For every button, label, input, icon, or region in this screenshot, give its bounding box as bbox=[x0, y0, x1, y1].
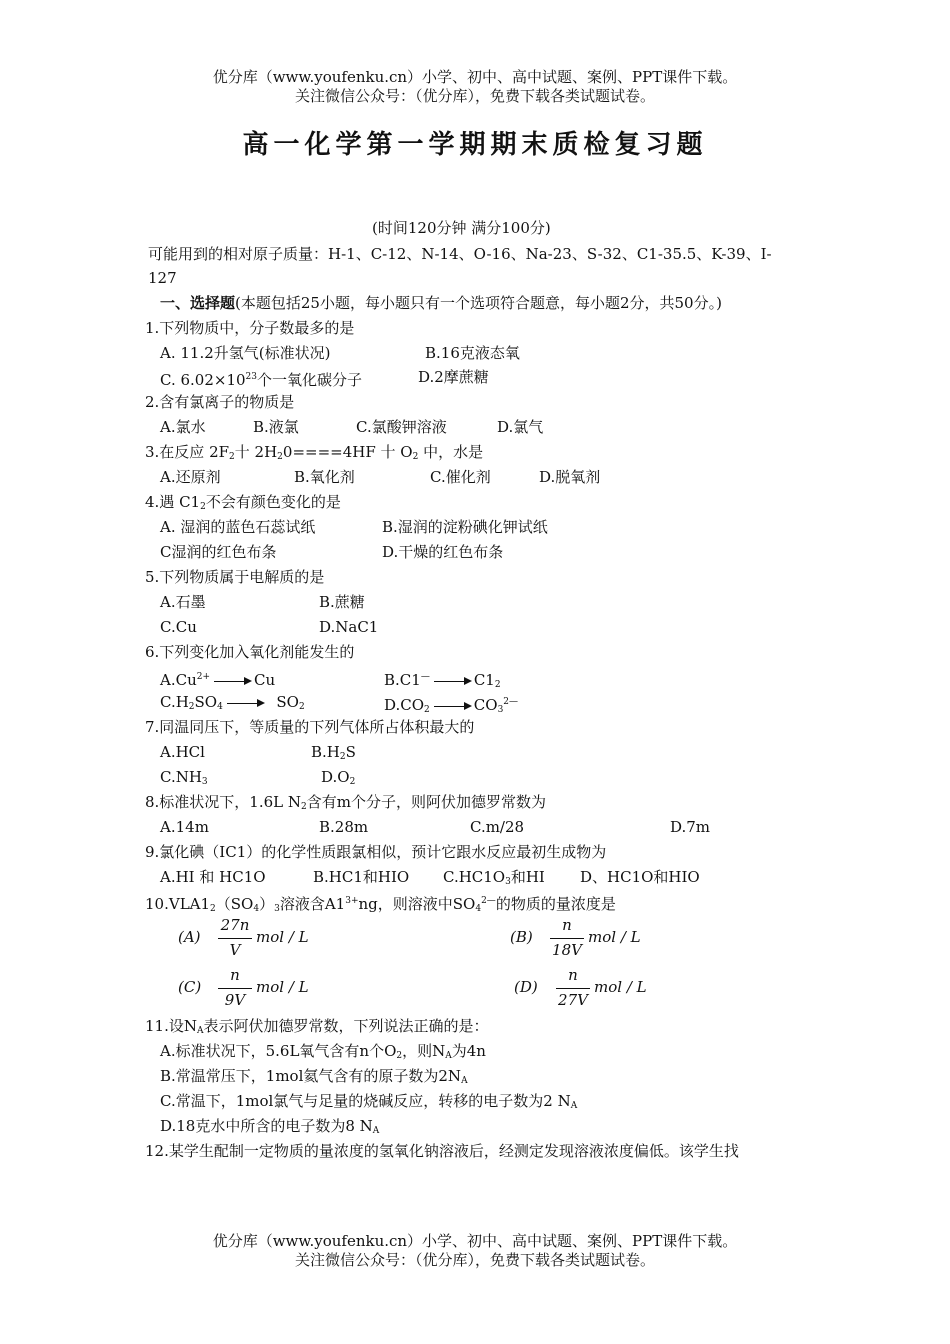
q4-option-b: B.湿润的淀粉碘化钾试纸 bbox=[382, 518, 548, 536]
q8-option-d: D.7m bbox=[670, 818, 711, 836]
q11-a-s1: 2 bbox=[396, 1051, 403, 1061]
q1-option-d: D.2摩蔗糖 bbox=[418, 368, 489, 386]
q1-c-post: 个一氧化碳分子 bbox=[257, 371, 363, 389]
q3-stem-mid1: 十 2H bbox=[234, 443, 278, 461]
q1-option-b: B.16克液态氧 bbox=[425, 344, 520, 362]
q10-stem-s3: 3 bbox=[274, 904, 280, 914]
q11-a-post: 为4n bbox=[451, 1042, 486, 1060]
q6-option-b bbox=[384, 667, 501, 695]
q8-stem-pre: 8.标准状况下，1.6L N bbox=[145, 793, 302, 811]
q6-d-s1: 2 bbox=[424, 705, 430, 715]
q7-c-pre: C.NH bbox=[160, 768, 202, 786]
q7-stem: 7.同温同压下，等质量的下列气体所占体积最大的 bbox=[145, 718, 475, 736]
q7-d-pre: D.O bbox=[321, 768, 350, 786]
q10-d-unit: mol / L bbox=[594, 978, 647, 996]
q12-stem: 12.某学生配制一定物质的量浓度的氢氧化钠溶液后，经测定发现溶液浓度偏低。该学生找 bbox=[145, 1142, 739, 1160]
q11-stem-post: 表示阿伏加德罗常数，下列说法正确的是： bbox=[203, 1017, 489, 1035]
q7-b-pre: B.H bbox=[311, 743, 340, 761]
q1-c-sup: 23 bbox=[245, 372, 257, 382]
q3-option-c: C.催化剂 bbox=[430, 468, 491, 486]
q2-option-d: D.氯气 bbox=[497, 418, 544, 436]
q3-stem-s1: 2 bbox=[229, 452, 235, 462]
fraction-bar bbox=[556, 988, 590, 989]
q10-c-numerator: n bbox=[230, 966, 240, 984]
q6-option-c bbox=[160, 692, 305, 717]
q10-stem-pre: 10.VLA1 bbox=[145, 895, 211, 913]
section-heading bbox=[160, 293, 722, 313]
q6-option-a bbox=[160, 667, 275, 690]
q6-b-post: C1 bbox=[473, 671, 495, 689]
reaction-arrow-icon bbox=[434, 706, 470, 707]
q6-d-sup: 2— bbox=[503, 697, 519, 707]
q11-stem-sub: A bbox=[196, 1026, 204, 1036]
q6-c-mid: SO bbox=[194, 693, 218, 711]
q8-stem bbox=[145, 792, 546, 817]
q10-stem-sup1: 3+ bbox=[345, 896, 359, 906]
q6-d-post: CO bbox=[473, 696, 498, 714]
reaction-arrow-icon bbox=[214, 681, 250, 682]
q7-option-a: A.HCl bbox=[160, 743, 205, 761]
q9-c-pre: C.HC1O bbox=[443, 868, 506, 886]
q6-d-pre: D.CO bbox=[384, 696, 425, 714]
q8-option-b: B.28m bbox=[319, 818, 369, 836]
q10-c-denominator: 9V bbox=[224, 991, 246, 1009]
q3-stem-s2: 2 bbox=[277, 452, 283, 462]
q6-option-d bbox=[384, 692, 518, 720]
q5-stem: 5.下列物质属于电解质的是 bbox=[145, 568, 325, 586]
q2-option-c: C.氯酸钾溶液 bbox=[356, 418, 447, 436]
q10-stem-mid1: （SO bbox=[215, 895, 254, 913]
reaction-arrow-icon bbox=[434, 681, 470, 682]
q4-option-d: D.干燥的红色布条 bbox=[382, 543, 504, 561]
q3-option-a: A.还原剂 bbox=[160, 468, 221, 486]
q11-stem bbox=[145, 1016, 489, 1041]
q3-stem-pre: 3.在反应 2F bbox=[145, 443, 230, 461]
q11-option-d bbox=[160, 1116, 379, 1141]
q5-option-a: A.石墨 bbox=[160, 593, 206, 611]
q3-option-d: D.脱氧剂 bbox=[539, 468, 601, 486]
q10-a-denominator: V bbox=[229, 941, 241, 959]
q11-b-sub: A bbox=[461, 1076, 468, 1086]
q11-a-s2: A bbox=[445, 1051, 452, 1061]
q10-b-denominator: 18V bbox=[552, 941, 582, 959]
q10-stem-sup2: 2— bbox=[481, 896, 496, 906]
q5-option-c: C.Cu bbox=[160, 618, 197, 636]
q10-a-label: (A) bbox=[178, 928, 201, 946]
q11-stem-pre: 11.设N bbox=[145, 1017, 197, 1035]
q6-b-sub: 2 bbox=[494, 680, 501, 690]
q6-stem: 6.下列变化加入氧化剂能发生的 bbox=[145, 643, 355, 661]
q7-option-b bbox=[311, 742, 356, 767]
q3-stem-mid2: 0====4HF 十 O bbox=[282, 443, 413, 461]
q10-c-unit: mol / L bbox=[256, 978, 309, 996]
q5-option-b: B.蔗糖 bbox=[319, 593, 365, 611]
atomic-mass-line-2: 127 bbox=[148, 269, 177, 287]
section-title: 一、选择题 bbox=[160, 294, 236, 312]
q10-d-numerator: n bbox=[568, 966, 578, 984]
q11-c-pre: C.常温下，1mol氯气与足量的烧碱反应，转移的电子数为2 N bbox=[160, 1092, 571, 1110]
q10-stem-s1: 2 bbox=[210, 904, 216, 914]
q8-stem-sub: 2 bbox=[301, 802, 307, 812]
q11-b-pre: B.常温常压下，1mol氦气含有的原子数为2N bbox=[160, 1067, 462, 1085]
q3-stem-post: 中，水是 bbox=[418, 443, 484, 461]
q6-b-sup: — bbox=[420, 672, 430, 682]
q4-option-c: C湿润的红色布条 bbox=[160, 543, 277, 561]
q11-c-sub: A bbox=[570, 1101, 578, 1111]
q10-stem-mid2: ） bbox=[259, 895, 275, 913]
q7-option-d bbox=[321, 767, 355, 792]
fraction-bar bbox=[218, 938, 252, 939]
q10-stem-mid4: ng，则溶液中SO bbox=[358, 895, 476, 913]
q10-stem-post: 的物质的量浓度是 bbox=[495, 895, 616, 913]
header-line-1: 优分库（www.youfenku.cn）小学、初中、高中试题、案例、PPT课件下载。 bbox=[212, 68, 738, 86]
q9-option-b: B.HC1和HIO bbox=[313, 868, 410, 886]
q6-c-s2: 4 bbox=[217, 702, 223, 712]
q4-stem-post: 不会有颜色变化的是 bbox=[205, 493, 341, 511]
q11-option-a bbox=[160, 1041, 486, 1066]
time-info: (时间120分钟 满分100分) bbox=[372, 219, 551, 237]
q3-stem bbox=[145, 442, 483, 467]
q10-d-label: (D) bbox=[514, 978, 538, 996]
q1-option-c bbox=[160, 367, 362, 390]
q9-c-sub: 3 bbox=[505, 877, 511, 887]
q9-c-post: 和HI bbox=[510, 868, 545, 886]
q7-b-sub: 2 bbox=[339, 752, 346, 762]
q10-b-label: (B) bbox=[510, 928, 533, 946]
q6-c-pre: C.H bbox=[160, 693, 189, 711]
q8-stem-post: 含有m个分子，则阿伏加德罗常数为 bbox=[306, 793, 546, 811]
q4-stem-pre: 4.遇 C1 bbox=[145, 493, 201, 511]
q10-a-numerator: 27n bbox=[220, 916, 250, 934]
q10-b-numerator: n bbox=[562, 916, 572, 934]
q4-stem-sub: 2 bbox=[200, 502, 206, 512]
footer-line-2: 关注微信公众号：（优分库），免费下载各类试题试卷。 bbox=[294, 1251, 655, 1269]
q4-stem bbox=[145, 492, 341, 517]
q7-option-c bbox=[160, 767, 208, 792]
q8-option-c: C.m/28 bbox=[470, 818, 525, 836]
q3-stem-s3: 2 bbox=[412, 452, 419, 462]
atomic-mass-line-1: 可能用到的相对原子质量：H-1、C-12、N-14、O-16、Na-23、S-32、C1-35.5、K-39、I- bbox=[148, 245, 772, 263]
q1-c-pre: C. 6.02×10 bbox=[160, 371, 246, 389]
q9-stem: 9.氯化碘（IC1）的化学性质跟氯相似，预计它跟水反应最初生成物为 bbox=[145, 843, 607, 861]
footer-line-1: 优分库（www.youfenku.cn）小学、初中、高中试题、案例、PPT课件下载。 bbox=[212, 1232, 738, 1250]
q6-b-pre: B.C1 bbox=[384, 671, 421, 689]
q6-c-s1: 2 bbox=[188, 702, 195, 712]
q9-option-a: A.HI 和 HC1O bbox=[160, 868, 266, 886]
q1-stem: 1.下列物质中，分子数最多的是 bbox=[145, 319, 355, 337]
q10-stem bbox=[145, 891, 616, 919]
q8-option-a: A.14m bbox=[160, 818, 209, 836]
q9-option-c bbox=[443, 867, 545, 892]
q10-stem-mid3: 溶液含A1 bbox=[279, 895, 346, 913]
page-title: 高一化学第一学期期末质检复习题 bbox=[242, 130, 708, 160]
fraction-bar bbox=[218, 988, 252, 989]
q7-b-post: S bbox=[345, 743, 356, 761]
q2-option-a: A.氯水 bbox=[160, 418, 206, 436]
q11-option-c bbox=[160, 1091, 577, 1116]
q10-d-denominator: 27V bbox=[558, 991, 588, 1009]
q10-c-label: (C) bbox=[178, 978, 202, 996]
q11-d-sub: A bbox=[372, 1126, 380, 1136]
q11-d-pre: D.18克水中所含的电子数为8 N bbox=[160, 1117, 373, 1135]
q10-stem-s2: 4 bbox=[253, 904, 260, 914]
q6-d-s2: 3 bbox=[497, 705, 504, 715]
q9-option-d: D、HC1O和HIO bbox=[580, 868, 700, 886]
q6-a-sup: 2+ bbox=[196, 672, 211, 682]
q11-a-mid: ，则N bbox=[402, 1042, 446, 1060]
q11-a-pre: A.标准状况下，5.6L氧气含有n个O bbox=[160, 1042, 397, 1060]
q10-stem-s4: 4 bbox=[475, 904, 482, 914]
q11-option-b bbox=[160, 1066, 468, 1091]
q10-b-unit: mol / L bbox=[588, 928, 641, 946]
q5-option-d: D.NaC1 bbox=[319, 618, 379, 636]
q2-option-b: B.液氯 bbox=[253, 418, 299, 436]
q4-option-a: A. 湿润的蓝色石蕊试纸 bbox=[160, 518, 316, 536]
header-line-2: 关注微信公众号：（优分库），免费下载各类试题试卷。 bbox=[294, 87, 655, 105]
fraction-bar bbox=[550, 938, 584, 939]
q6-c-s3: 2 bbox=[298, 702, 305, 712]
q6-a-pre: A.Cu bbox=[160, 671, 197, 689]
section-note: (本题包括25小题，每小题只有一个选项符合题意，每小题2分，共50分。) bbox=[235, 294, 722, 312]
q7-d-sub: 2 bbox=[349, 777, 356, 787]
q7-c-sub: 3 bbox=[201, 777, 208, 787]
reaction-arrow-icon bbox=[227, 703, 263, 704]
q1-option-a: A. 11.2升氢气(标准状况) bbox=[160, 344, 331, 362]
q3-option-b: B.氧化剂 bbox=[294, 468, 355, 486]
q2-stem: 2.含有氯离子的物质是 bbox=[145, 393, 295, 411]
q6-c-post: SO bbox=[276, 693, 299, 711]
q10-a-unit: mol / L bbox=[256, 928, 309, 946]
q6-a-post: Cu bbox=[254, 671, 276, 689]
